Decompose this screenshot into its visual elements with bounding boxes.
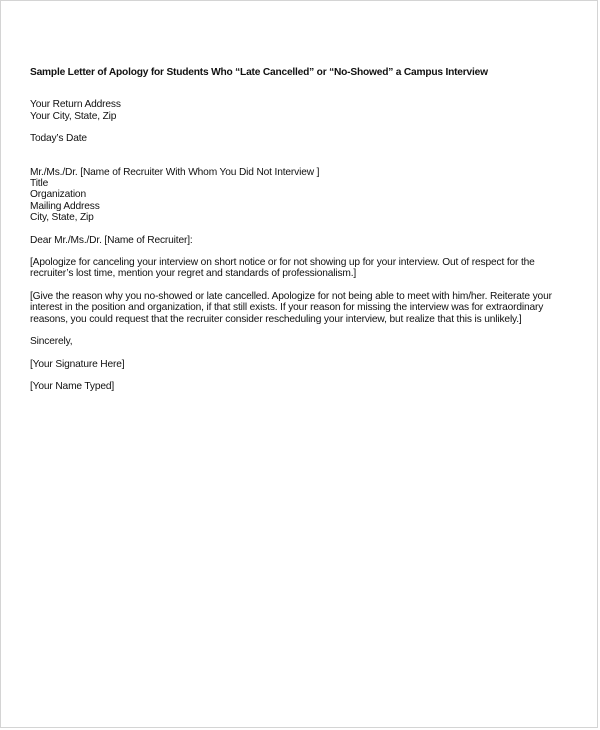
signature-placeholder: [Your Signature Here] bbox=[30, 358, 125, 370]
recipient-name: Mr./Ms./Dr. [Name of Recruiter With Whom You Did Not Interview ] bbox=[30, 166, 320, 178]
paragraph-line: recruiter’s lost time, mention your regret and standards of professionalism.] bbox=[30, 268, 357, 280]
paragraph-line: [Apologize for canceling your interview on short notice or for not showing up for your interview. Out of respect for the bbox=[30, 257, 535, 269]
salutation: Dear Mr./Ms./Dr. [Name of Recruiter]: bbox=[30, 234, 193, 246]
paragraph-line: reasons, you could request that the recruiter consider rescheduling your interview, but realize that this is unlikely.] bbox=[30, 313, 522, 325]
recipient-mailing-address: Mailing Address bbox=[30, 200, 100, 212]
typed-name-placeholder: [Your Name Typed] bbox=[30, 380, 115, 392]
paragraph-apology bbox=[30, 257, 570, 280]
recipient-title: Title bbox=[30, 178, 49, 190]
recipient-organization: Organization bbox=[30, 189, 86, 201]
letter-date: Today’s Date bbox=[30, 133, 87, 145]
closing: Sincerely, bbox=[30, 336, 73, 348]
sender-city-state-zip: Your City, State, Zip bbox=[30, 110, 117, 122]
paragraph-reason bbox=[30, 291, 570, 325]
paragraph-line: interest in the position and organization, if that still exists. If your reason for missing the interview was for extraordinary bbox=[30, 302, 544, 314]
sender-address: Your Return Address bbox=[30, 99, 121, 111]
letter-title: Sample Letter of Apology for Students Who “Late Cancelled” or “No-Showed” a Campus Interview bbox=[30, 67, 488, 78]
paragraph-line: [Give the reason why you no-showed or late cancelled. Apologize for not being able to meet with him/her. Reiterate your bbox=[30, 290, 552, 302]
recipient-city-state-zip: City, State, Zip bbox=[30, 212, 94, 224]
letter-body bbox=[30, 67, 570, 392]
